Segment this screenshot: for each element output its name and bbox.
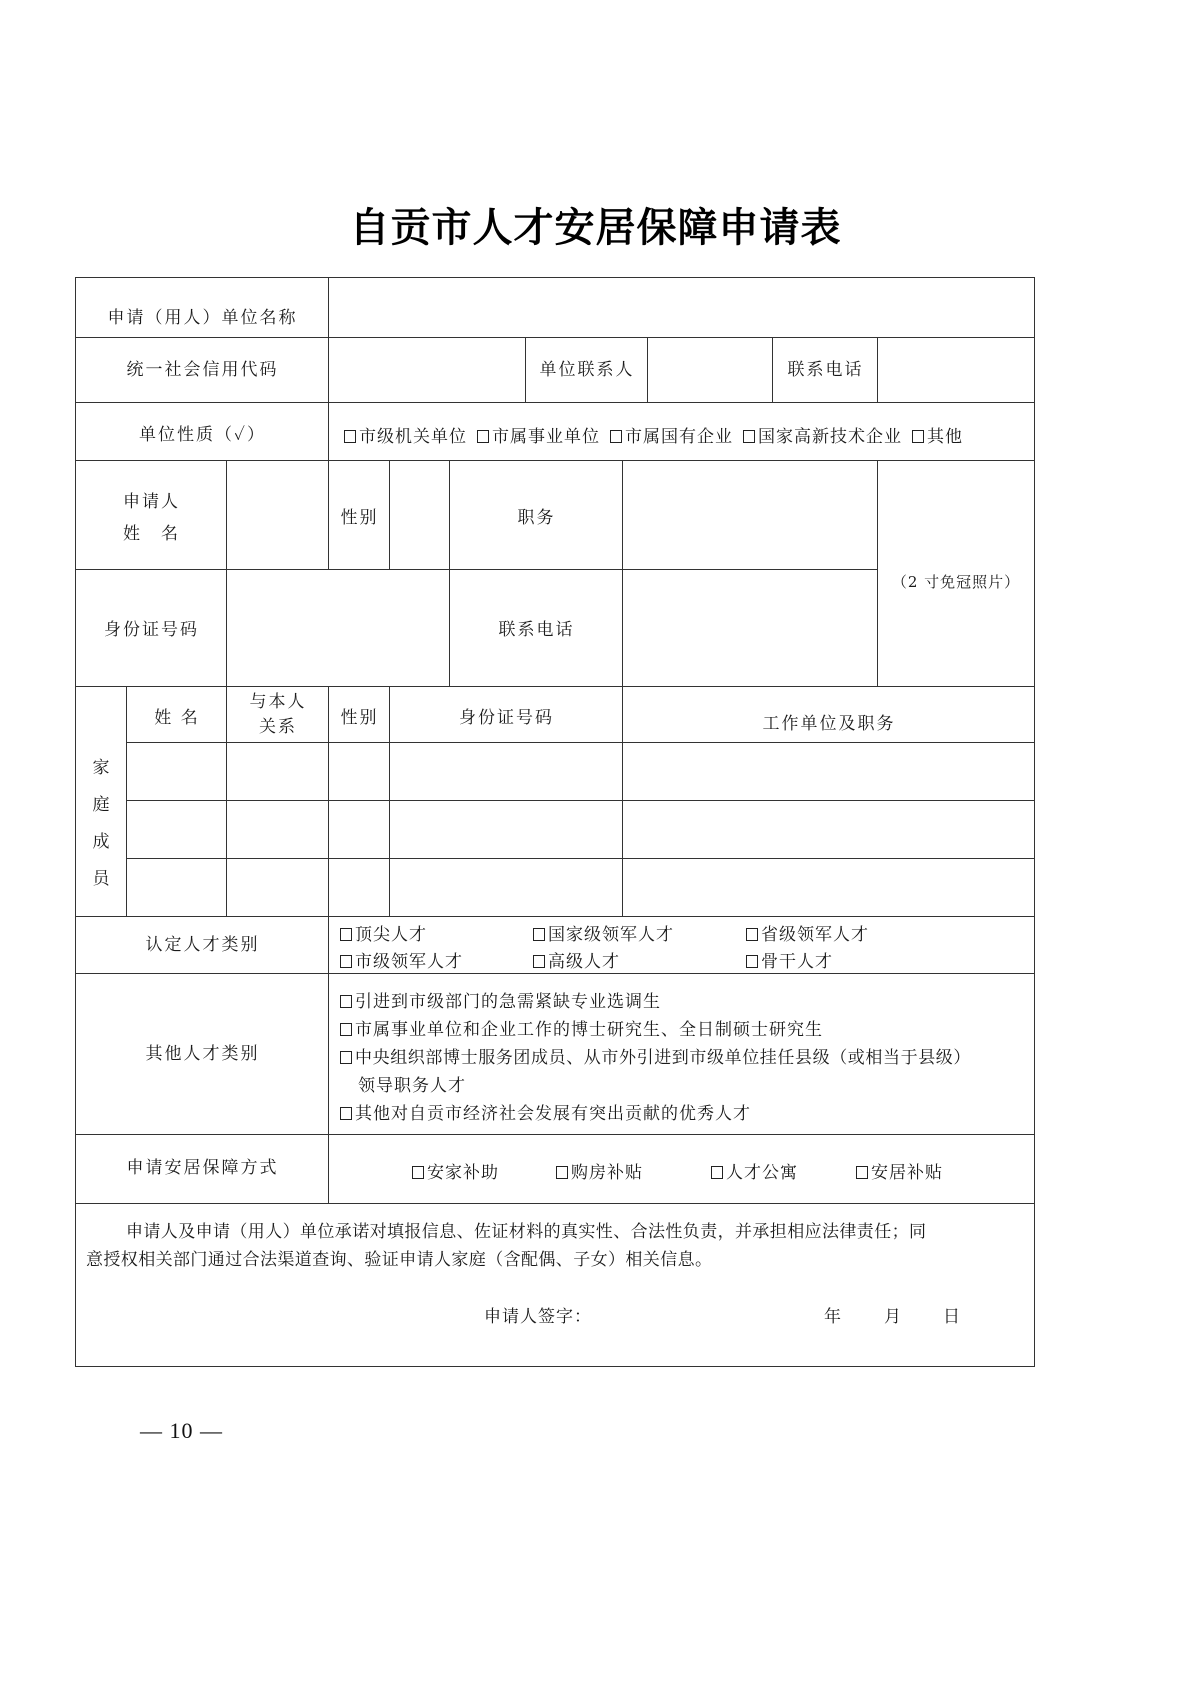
contact-person-field[interactable] xyxy=(649,339,771,401)
empty-checkbox-icon[interactable] xyxy=(533,928,545,941)
contact-phone-field[interactable] xyxy=(879,339,1033,401)
family-gender-field[interactable] xyxy=(330,744,388,799)
family-id-field[interactable] xyxy=(391,802,621,857)
signature-field[interactable] xyxy=(600,1296,810,1326)
family-work-field[interactable] xyxy=(624,802,1033,857)
col-divider xyxy=(877,460,878,686)
talent-option[interactable]: 市级领军人才 xyxy=(340,947,463,972)
unit-nature-option[interactable]: 市级机关单位 xyxy=(344,422,467,448)
date-month-label: 月 xyxy=(884,1307,901,1327)
col-divider xyxy=(389,686,390,916)
talent-option[interactable]: 顶尖人才 xyxy=(340,920,427,945)
col-divider xyxy=(328,460,329,569)
housing-option[interactable]: 安家补助 xyxy=(412,1158,499,1183)
col-divider xyxy=(126,686,127,916)
col-divider xyxy=(328,686,329,916)
col-divider xyxy=(525,337,526,402)
col-divider xyxy=(647,337,648,402)
family-header-gender: 性别 xyxy=(340,707,379,728)
other-category-label: 其他人才类别 xyxy=(145,1043,260,1064)
empty-checkbox-icon[interactable] xyxy=(856,1166,868,1179)
empty-checkbox-icon[interactable] xyxy=(340,1023,352,1036)
talent-option[interactable]: 国家级领军人才 xyxy=(533,920,674,945)
family-header-relation: 与本人 关系 xyxy=(249,691,307,737)
family-work-field[interactable] xyxy=(624,744,1033,799)
row-divider xyxy=(75,569,877,570)
col-divider xyxy=(389,460,390,569)
row-divider xyxy=(75,402,1035,403)
empty-checkbox-icon[interactable] xyxy=(344,430,356,443)
phone-field[interactable] xyxy=(624,571,877,685)
unit-name-field[interactable] xyxy=(330,279,1033,336)
unit-nature-option[interactable]: 国家高新技术企业 xyxy=(743,422,902,448)
empty-checkbox-icon[interactable] xyxy=(912,430,924,443)
applicant-name-label: 申请人 姓 名 xyxy=(123,491,180,544)
row-divider xyxy=(75,916,1035,917)
date-day-label: 日 xyxy=(943,1307,960,1327)
unit-nature-option[interactable]: 市属事业单位 xyxy=(477,422,600,448)
unit-nature-options xyxy=(344,422,963,448)
housing-option[interactable]: 人才公寓 xyxy=(711,1158,798,1183)
family-gender-field[interactable] xyxy=(330,860,388,915)
credit-code-label: 统一社会信用代码 xyxy=(126,360,279,381)
gender-field[interactable] xyxy=(391,462,449,568)
col-divider xyxy=(772,337,773,402)
empty-checkbox-icon[interactable] xyxy=(610,430,622,443)
table-border-bottom xyxy=(75,1366,1035,1367)
declaration-line-1: 申请人及申请（用人）单位承诺对填报信息、佐证材料的真实性、合法性负责，并承担相应法律责任；同 xyxy=(126,1222,927,1242)
other-category-option-continuation: 领导职务人才 xyxy=(358,1076,466,1096)
position-label: 职务 xyxy=(517,507,556,528)
row-divider xyxy=(126,800,1035,801)
unit-nature-option[interactable]: 其他 xyxy=(912,422,963,448)
row-divider xyxy=(75,686,1035,687)
empty-checkbox-icon[interactable] xyxy=(340,1051,352,1064)
family-relation-field[interactable] xyxy=(228,860,327,915)
family-name-field[interactable] xyxy=(128,802,225,857)
signature-label: 申请人签字： xyxy=(484,1307,592,1327)
empty-checkbox-icon[interactable] xyxy=(533,955,545,968)
talent-category-label: 认定人才类别 xyxy=(145,935,260,956)
col-divider xyxy=(622,460,623,916)
talent-option[interactable]: 省级领军人才 xyxy=(746,920,869,945)
id-label: 身份证号码 xyxy=(104,619,199,640)
empty-checkbox-icon[interactable] xyxy=(711,1166,723,1179)
empty-checkbox-icon[interactable] xyxy=(746,928,758,941)
credit-code-field[interactable] xyxy=(330,339,524,401)
gender-label: 性别 xyxy=(340,507,379,528)
row-divider xyxy=(75,1203,1035,1204)
unit-nature-label: 单位性质（✓） xyxy=(139,424,266,445)
other-category-option[interactable]: 引进到市级部门的急需紧缺专业选调生 xyxy=(340,987,661,1012)
other-category-option[interactable]: 市属事业单位和企业工作的博士研究生、全日制硕士研究生 xyxy=(340,1015,823,1040)
housing-method-label: 申请安居保障方式 xyxy=(126,1157,279,1178)
table-border-top xyxy=(75,277,1035,278)
empty-checkbox-icon[interactable] xyxy=(556,1166,568,1179)
applicant-name-field[interactable] xyxy=(228,462,328,568)
row-divider xyxy=(126,858,1035,859)
family-work-field[interactable] xyxy=(624,860,1033,915)
family-header-work: 工作单位及职务 xyxy=(762,713,896,734)
date-year-label: 年 xyxy=(824,1307,841,1327)
other-category-option[interactable]: 中央组织部博士服务团成员、从市外引进到市级单位挂任县级（或相当于县级） xyxy=(340,1043,971,1068)
contact-person-label: 单位联系人 xyxy=(539,360,635,381)
declaration-line-2: 意授权相关部门通过合法渠道查询、验证申请人家庭（含配偶、子女）相关信息。 xyxy=(86,1250,713,1270)
family-header-id: 身份证号码 xyxy=(459,707,554,728)
col-divider xyxy=(328,916,329,1203)
col-divider xyxy=(449,460,450,686)
phone-label: 联系电话 xyxy=(498,619,575,640)
contact-phone-label: 联系电话 xyxy=(787,360,864,381)
housing-option[interactable]: 购房补贴 xyxy=(556,1158,643,1183)
unit-nature-option[interactable]: 市属国有企业 xyxy=(610,422,733,448)
col-divider xyxy=(226,460,227,916)
empty-checkbox-icon[interactable] xyxy=(340,955,352,968)
family-name-field[interactable] xyxy=(128,860,225,915)
empty-checkbox-icon[interactable] xyxy=(743,430,755,443)
empty-checkbox-icon[interactable] xyxy=(412,1166,424,1179)
row-divider xyxy=(75,337,1035,338)
empty-checkbox-icon[interactable] xyxy=(340,928,352,941)
family-id-field[interactable] xyxy=(391,860,621,915)
talent-option[interactable]: 骨干人才 xyxy=(746,947,833,972)
family-name-field[interactable] xyxy=(128,744,225,799)
page-title: 自贡市人才安居保障申请表 xyxy=(349,204,842,251)
row-divider xyxy=(126,742,1035,743)
empty-checkbox-icon[interactable] xyxy=(340,1107,352,1120)
row-divider xyxy=(75,1134,1035,1135)
family-header-name: 姓 名 xyxy=(154,707,200,728)
row-divider xyxy=(75,973,1035,974)
family-relation-field[interactable] xyxy=(228,744,327,799)
col-divider xyxy=(328,277,329,460)
row-divider xyxy=(75,460,1035,461)
family-id-field[interactable] xyxy=(391,744,621,799)
empty-checkbox-icon[interactable] xyxy=(340,995,352,1008)
empty-checkbox-icon[interactable] xyxy=(746,955,758,968)
other-category-option[interactable]: 其他对自贡市经济社会发展有突出贡献的优秀人才 xyxy=(340,1099,751,1124)
photo-placeholder: （2 寸免冠照片） xyxy=(891,572,1021,591)
family-relation-field[interactable] xyxy=(228,802,327,857)
unit-name-label: 申请（用人）单位名称 xyxy=(107,308,298,329)
family-gender-field[interactable] xyxy=(330,802,388,857)
col-divider xyxy=(877,337,878,402)
position-field[interactable] xyxy=(624,462,877,568)
empty-checkbox-icon[interactable] xyxy=(477,430,489,443)
housing-option[interactable]: 安居补贴 xyxy=(856,1158,943,1183)
page-number: — 10 — xyxy=(140,1418,223,1443)
id-field[interactable] xyxy=(228,571,449,685)
talent-option[interactable]: 高级人才 xyxy=(533,947,620,972)
